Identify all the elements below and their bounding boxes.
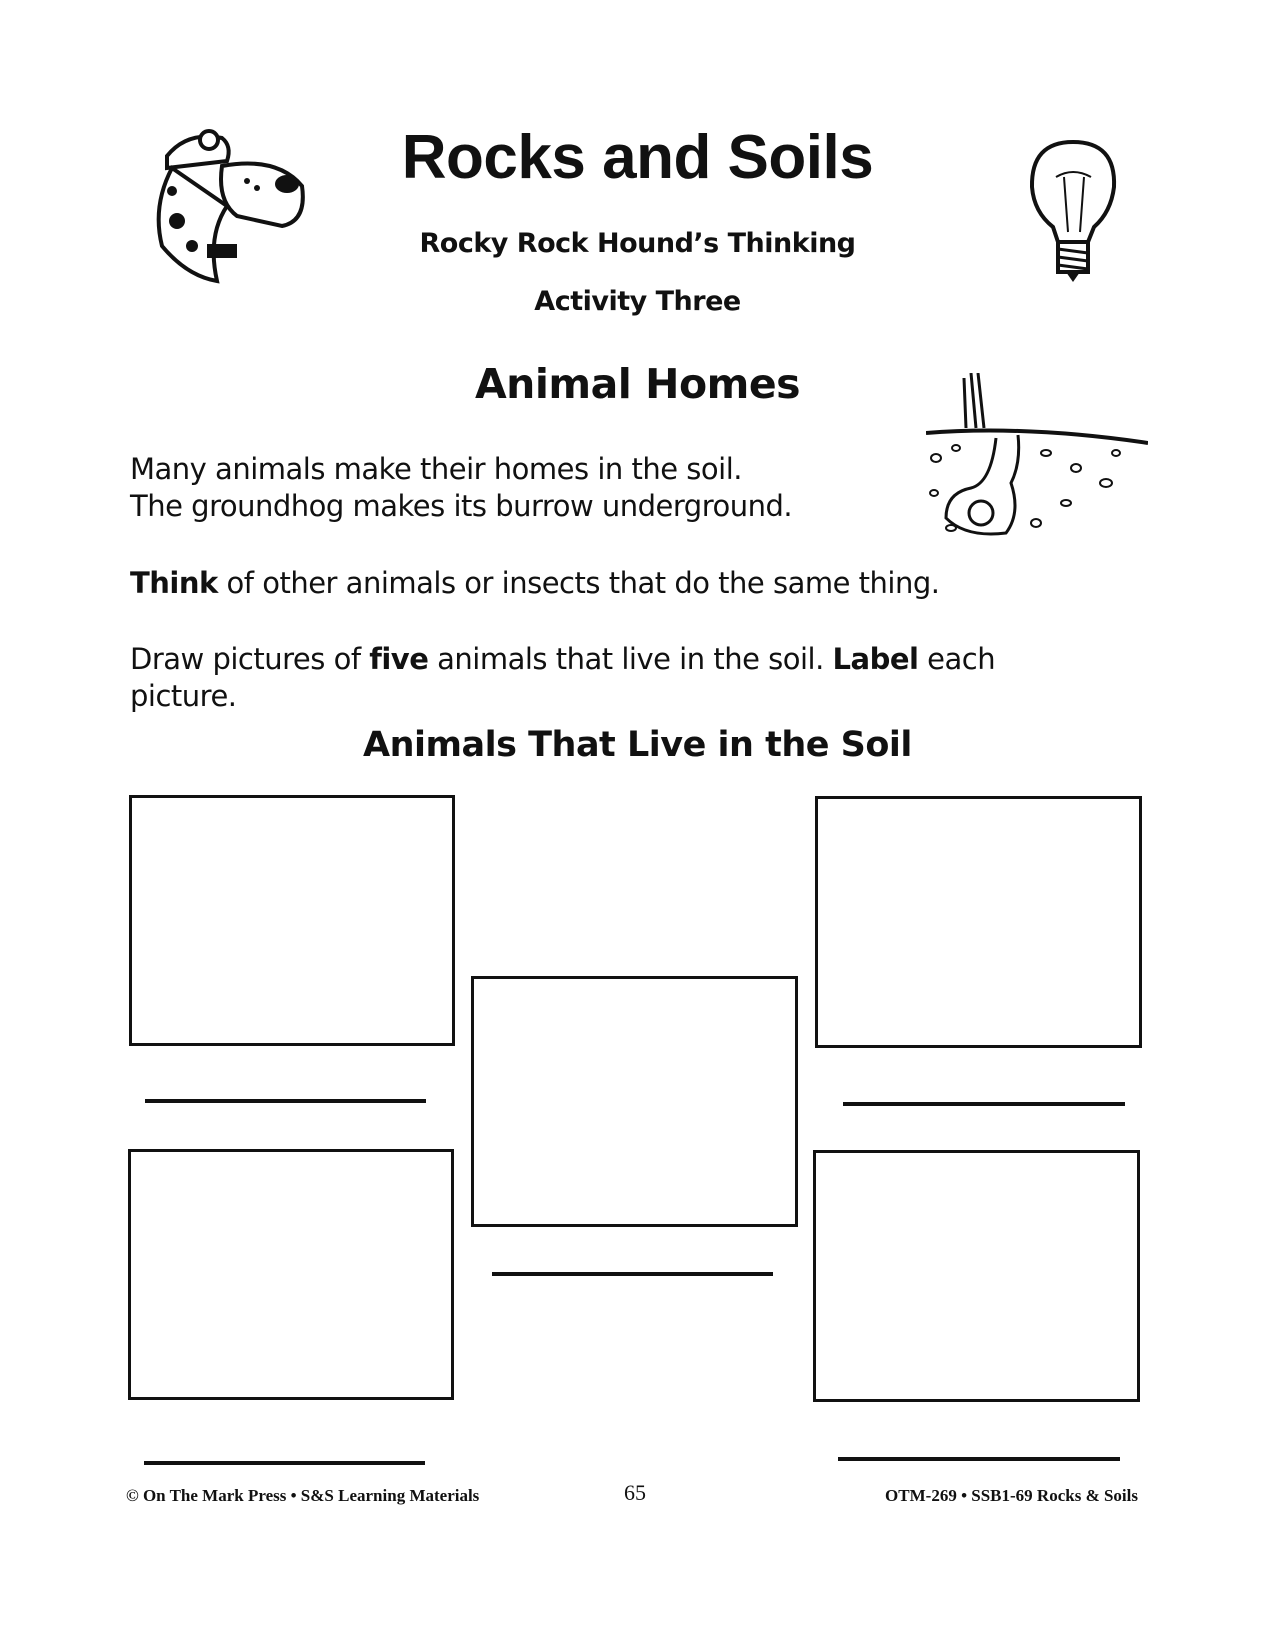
drawing-box-1[interactable] bbox=[129, 795, 455, 1046]
intro-paragraph bbox=[130, 451, 792, 525]
draw-bold-label: Label bbox=[832, 642, 919, 676]
drawing-box-4[interactable] bbox=[815, 796, 1142, 1048]
drawing-box-3[interactable] bbox=[471, 976, 798, 1227]
draw-text-3: each picture. bbox=[130, 642, 996, 713]
lightbulb-icon bbox=[1026, 137, 1121, 287]
subtitle: Rocky Rock Hound’s Thinking bbox=[419, 228, 856, 259]
activity-label: Activity Three bbox=[534, 286, 741, 317]
page-title: Rocks and Soils bbox=[401, 123, 874, 192]
drawing-box-2[interactable] bbox=[128, 1149, 454, 1400]
label-line-5[interactable] bbox=[838, 1457, 1120, 1461]
label-line-4[interactable] bbox=[843, 1102, 1125, 1106]
groundhog-burrow-illustration bbox=[926, 373, 1148, 558]
page-number: 65 bbox=[624, 1480, 646, 1505]
intro-line-2: The groundhog makes its burrow underground. bbox=[130, 489, 793, 523]
drawing-area-heading: Animals That Live in the Soil bbox=[363, 725, 912, 765]
draw-instruction bbox=[130, 641, 1050, 715]
label-line-2[interactable] bbox=[144, 1461, 425, 1465]
label-line-3[interactable] bbox=[492, 1272, 773, 1276]
drawing-box-5[interactable] bbox=[813, 1150, 1140, 1402]
draw-text-1: Draw pictures of bbox=[130, 642, 370, 676]
intro-line-1: Many animals make their homes in the soil. bbox=[130, 452, 742, 486]
think-bold: Think bbox=[130, 566, 218, 600]
think-instruction bbox=[130, 565, 940, 602]
footer-product-code: OTM-269 • SSB1-69 Rocks & Soils bbox=[885, 1486, 1138, 1505]
section-heading: Animal Homes bbox=[474, 360, 801, 408]
label-line-1[interactable] bbox=[145, 1099, 426, 1103]
draw-bold-five: five bbox=[369, 642, 429, 676]
footer-copyright: © On The Mark Press • S&S Learning Materials bbox=[126, 1486, 480, 1505]
think-text: of other animals or insects that do the same thing. bbox=[217, 566, 940, 600]
draw-text-2: animals that live in the soil. bbox=[428, 642, 833, 676]
